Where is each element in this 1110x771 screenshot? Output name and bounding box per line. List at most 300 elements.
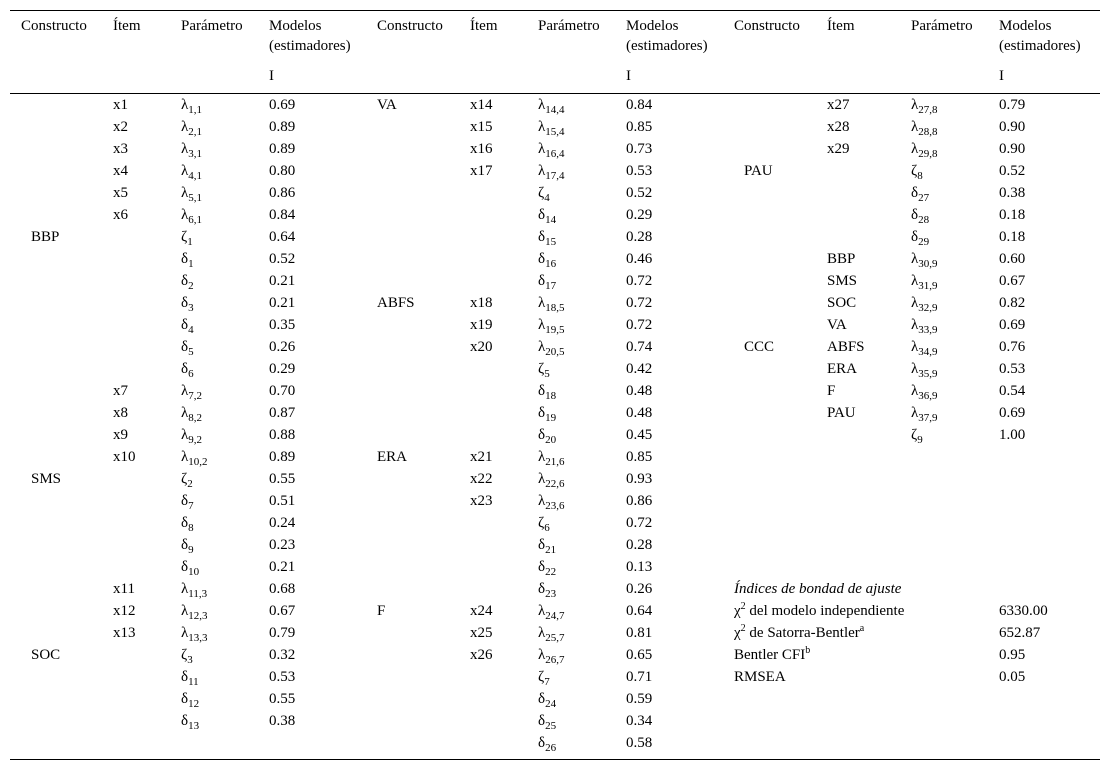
fit-index-label (734, 601, 905, 620)
estimate-value: 0.74 (626, 339, 653, 355)
header-item: Ítem (470, 18, 498, 34)
parameter-index: 18 (545, 390, 557, 402)
estimate-value: 0.85 (626, 119, 653, 135)
estimate-value: 0.55 (269, 691, 296, 707)
parameter (181, 362, 194, 378)
fit-index-value: 0.95 (999, 647, 1026, 663)
parameter-symbol: λ (181, 207, 189, 223)
parameter-index: 4 (544, 192, 550, 204)
parameter-symbol: δ (538, 207, 546, 223)
item-label: x27 (827, 97, 850, 113)
estimate-value: 0.54 (999, 383, 1026, 399)
header-constructo: Constructo (377, 18, 443, 34)
parameter-index: 2 (188, 280, 194, 292)
parameter-symbol: δ (181, 515, 189, 531)
estimate-value: 0.52 (999, 163, 1026, 179)
estimate-value: 0.79 (269, 625, 296, 641)
estimate-value: 0.51 (269, 493, 296, 509)
parameter-symbol: δ (911, 185, 919, 201)
parameter-index: 14,4 (545, 104, 565, 116)
parameter-symbol: δ (538, 713, 546, 729)
parameter (181, 252, 194, 268)
header-rule (10, 93, 1100, 94)
estimate-value: 0.69 (999, 405, 1026, 421)
estimate-value: 0.93 (626, 471, 653, 487)
estimate-value: 0.67 (269, 603, 296, 619)
estimate-value: 0.71 (626, 669, 653, 685)
parameter (911, 274, 938, 290)
construct-label: ABFS (377, 295, 415, 311)
parameter-symbol: λ (911, 251, 919, 267)
parameter (181, 428, 202, 444)
estimate-value: 0.84 (269, 207, 296, 223)
parameter-index: 12,3 (188, 610, 208, 622)
parameter-symbol: δ (181, 493, 189, 509)
estimate-value: 0.38 (999, 185, 1026, 201)
estimate-value: 0.35 (269, 317, 296, 333)
item-label: x2 (113, 119, 128, 135)
parameter (538, 428, 556, 444)
estimate-value: 0.69 (269, 97, 296, 113)
parameter-symbol: λ (538, 97, 546, 113)
estimate-value: 0.89 (269, 119, 296, 135)
estimate-value: 0.21 (269, 273, 296, 289)
parameter (181, 626, 208, 642)
item-label: x29 (827, 141, 850, 157)
parameter-symbol: λ (538, 647, 546, 663)
parameter-index: 6,1 (188, 214, 203, 226)
parameter-symbol: ζ (911, 427, 918, 443)
estimate-value: 0.48 (626, 405, 653, 421)
parameter (181, 472, 193, 488)
parameter (911, 230, 929, 246)
parameter-symbol: δ (181, 361, 189, 377)
estimate-value: 0.42 (626, 361, 653, 377)
parameter-index: 22 (545, 566, 557, 578)
fit-index-label (734, 623, 865, 642)
parameter-symbol: λ (911, 97, 919, 113)
item-label: x7 (113, 383, 128, 399)
parameter-symbol: ζ (538, 515, 545, 531)
parameter-index: 28,8 (918, 126, 938, 138)
parameter-index: 33,9 (918, 324, 938, 336)
parameter-index: 20 (545, 434, 557, 446)
parameter (181, 384, 202, 400)
estimate-value: 0.52 (626, 185, 653, 201)
item-label: x22 (470, 471, 493, 487)
parameter-symbol: λ (911, 317, 919, 333)
parameter-symbol: λ (181, 141, 189, 157)
parameter-index: 3 (187, 654, 193, 666)
parameter (911, 252, 938, 268)
parameter-symbol: λ (181, 449, 189, 465)
parameter-index: 25,7 (545, 632, 565, 644)
header-model-id: I (626, 68, 631, 84)
parameter-symbol: δ (538, 691, 546, 707)
construct-label: VA (377, 97, 397, 113)
parameter (181, 318, 194, 334)
estimate-value: 0.28 (626, 229, 653, 245)
estimate-value: 0.18 (999, 207, 1026, 223)
parameter-index: 10 (188, 566, 200, 578)
parameter-index: 9,2 (188, 434, 203, 446)
estimate-value: 0.73 (626, 141, 653, 157)
parameter (181, 560, 199, 576)
parameter-symbol: ζ (181, 229, 188, 245)
header-constructo: Constructo (734, 18, 800, 34)
header-model-id: I (269, 68, 274, 84)
fit-text: Bentler CFI (734, 647, 806, 663)
parameter-index: 8 (188, 522, 194, 534)
parameter-index: 4,1 (188, 170, 203, 182)
parameter-index: 36,9 (918, 390, 938, 402)
item-label: SOC (827, 295, 857, 311)
parameter (538, 296, 565, 312)
parameter-index: 12 (188, 698, 200, 710)
parameter-symbol: λ (538, 449, 546, 465)
parameter-index: 6 (544, 522, 550, 534)
parameter (181, 450, 208, 466)
item-label: PAU (827, 405, 856, 421)
parameter-index: 11 (188, 676, 199, 688)
parameter (538, 340, 565, 356)
parameter-symbol: δ (911, 229, 919, 245)
estimate-value: 0.67 (999, 273, 1026, 289)
parameter-index: 9 (188, 544, 194, 556)
header-estimadores: (estimadores) (269, 38, 351, 54)
parameter (538, 142, 565, 158)
estimate-value: 0.29 (626, 207, 653, 223)
parameter (181, 274, 194, 290)
parameter-index: 4 (188, 324, 194, 336)
construct-label: SOC (31, 647, 61, 663)
parameter-index: 24,7 (545, 610, 565, 622)
fit-index-value: 0.05 (999, 669, 1026, 685)
header-parametro: Parámetro (538, 18, 600, 34)
fit-index-label (734, 670, 786, 685)
header-modelos: Modelos (626, 18, 679, 34)
estimate-value: 0.76 (999, 339, 1026, 355)
item-label: x1 (113, 97, 128, 113)
item-label: ERA (827, 361, 857, 377)
parameter-symbol: δ (538, 251, 546, 267)
parameter (538, 626, 565, 642)
parameter-symbol: δ (538, 273, 546, 289)
parameter-index: 28 (918, 214, 930, 226)
parameter (538, 208, 556, 224)
parameter-index: 5,1 (188, 192, 203, 204)
parameter (538, 516, 550, 532)
estimate-value: 0.64 (626, 603, 653, 619)
estimate-value: 0.38 (269, 713, 296, 729)
parameter-index: 1 (187, 236, 193, 248)
parameter (181, 670, 199, 686)
parameter-symbol: λ (181, 97, 189, 113)
parameter-index: 19,5 (545, 324, 565, 336)
fit-text: de Satorra-Bentler (745, 625, 860, 641)
estimate-value: 0.48 (626, 383, 653, 399)
parameter-index: 1,1 (188, 104, 203, 116)
parameter (181, 494, 194, 510)
header-estimadores: (estimadores) (999, 38, 1081, 54)
parameter (181, 714, 199, 730)
parameter (538, 582, 556, 598)
parameter-index: 7 (188, 500, 194, 512)
fit-sup1: 2 (740, 623, 746, 634)
parameter-symbol: λ (538, 625, 546, 641)
header-model-id: I (999, 68, 1004, 84)
parameter-symbol: δ (181, 713, 189, 729)
parameter (181, 142, 202, 158)
parameter (181, 230, 193, 246)
parameter-index: 16 (545, 258, 557, 270)
parameter (911, 428, 923, 444)
parameter-symbol: λ (538, 603, 546, 619)
estimate-value: 0.53 (269, 669, 296, 685)
parameter-index: 30,9 (918, 258, 938, 270)
parameter-index: 1 (188, 258, 194, 270)
item-label: x23 (470, 493, 493, 509)
parameter (911, 186, 929, 202)
parameter (911, 120, 938, 136)
parameter-symbol: λ (911, 273, 919, 289)
parameter (538, 450, 565, 466)
parameter-symbol: λ (538, 339, 546, 355)
parameter-symbol: δ (181, 339, 189, 355)
parameter-symbol: λ (538, 493, 546, 509)
estimate-value: 0.65 (626, 647, 653, 663)
parameter (911, 406, 938, 422)
parameter (181, 120, 202, 136)
item-label: x18 (470, 295, 493, 311)
parameter (181, 208, 202, 224)
parameter-symbol: ζ (538, 361, 545, 377)
estimate-value: 0.80 (269, 163, 296, 179)
parameter (181, 582, 207, 598)
item-label: x24 (470, 603, 493, 619)
estimate-value: 0.58 (626, 735, 653, 751)
construct-label: ERA (377, 449, 407, 465)
header-parametro: Parámetro (911, 18, 973, 34)
estimate-value: 0.86 (269, 185, 296, 201)
parameter (538, 604, 565, 620)
parameter-index: 35,9 (918, 368, 938, 380)
parameter-symbol: λ (538, 141, 546, 157)
parameter (911, 142, 938, 158)
parameter-symbol: ζ (538, 185, 545, 201)
estimate-value: 0.64 (269, 229, 296, 245)
parameter (911, 208, 929, 224)
parameter-index: 8 (917, 170, 923, 182)
parameter (538, 406, 556, 422)
header-estimadores: (estimadores) (626, 38, 708, 54)
header-modelos: Modelos (269, 18, 322, 34)
construct-label: F (377, 603, 386, 619)
parameter-symbol: δ (181, 251, 189, 267)
header-item: Ítem (113, 18, 141, 34)
item-label: x14 (470, 97, 493, 113)
item-label: x19 (470, 317, 493, 333)
parameter (181, 516, 194, 532)
parameter-symbol: λ (911, 141, 919, 157)
parameter-index: 2 (187, 478, 193, 490)
item-label: BBP (827, 251, 856, 267)
parameter-index: 29,8 (918, 148, 938, 160)
estimate-value: 0.90 (999, 141, 1026, 157)
parameter-symbol: λ (538, 163, 546, 179)
parameter-index: 9 (917, 434, 923, 446)
parameter-symbol: ζ (911, 163, 918, 179)
parameter-index: 7 (544, 676, 550, 688)
estimate-value: 0.85 (626, 449, 653, 465)
item-label: x28 (827, 119, 850, 135)
item-label: x13 (113, 625, 136, 641)
parameter (538, 98, 565, 114)
item-label: x3 (113, 141, 128, 157)
parameter-index: 3 (188, 302, 194, 314)
parameter-symbol: δ (181, 317, 189, 333)
fit-sym: χ (734, 603, 741, 619)
parameter-symbol: δ (181, 537, 189, 553)
construct-label: BBP (31, 229, 60, 245)
estimate-value: 0.72 (626, 295, 653, 311)
estimate-value: 0.18 (999, 229, 1026, 245)
parameter-index: 16,4 (545, 148, 565, 160)
header-modelos: Modelos (999, 18, 1052, 34)
parameter-index: 32,9 (918, 302, 938, 314)
parameter-index: 7,2 (188, 390, 203, 402)
estimate-value: 0.72 (626, 273, 653, 289)
estimate-value: 0.21 (269, 295, 296, 311)
parameter-symbol: δ (181, 559, 189, 575)
parameter (181, 186, 202, 202)
item-label: x26 (470, 647, 493, 663)
item-label: x21 (470, 449, 493, 465)
parameter-index: 22,6 (545, 478, 565, 490)
item-label: x8 (113, 405, 128, 421)
parameter-symbol: ζ (181, 647, 188, 663)
parameter-symbol: λ (181, 185, 189, 201)
parameter-index: 24 (545, 698, 557, 710)
parameter-index: 31,9 (918, 280, 938, 292)
parameter-index: 37,9 (918, 412, 938, 424)
estimate-value: 0.26 (626, 581, 653, 597)
estimate-value: 0.81 (626, 625, 653, 641)
parameter (538, 472, 565, 488)
parameter-index: 27 (918, 192, 930, 204)
parameter-index: 5 (544, 368, 550, 380)
fit-index-label (734, 645, 811, 664)
parameter (911, 340, 938, 356)
parameter-index: 17,4 (545, 170, 565, 182)
estimate-value: 0.26 (269, 339, 296, 355)
item-label: F (827, 383, 836, 399)
parameter (538, 384, 556, 400)
parameter-symbol: λ (181, 405, 189, 421)
parameter-index: 14 (545, 214, 557, 226)
parameter-index: 13,3 (188, 632, 208, 644)
parameter-symbol: δ (181, 669, 189, 685)
estimate-value: 0.87 (269, 405, 296, 421)
fit-title: Índices de bondad de ajuste (734, 581, 902, 597)
parameter-index: 15,4 (545, 126, 565, 138)
bottom-rule (10, 759, 1100, 760)
header-item: Ítem (827, 18, 855, 34)
parameter-index: 25 (545, 720, 557, 732)
parameter-symbol: δ (181, 273, 189, 289)
item-label: SMS (827, 273, 858, 289)
header-parametro: Parámetro (181, 18, 243, 34)
estimate-value: 0.69 (999, 317, 1026, 333)
estimate-value: 0.82 (999, 295, 1026, 311)
estimate-value: 0.21 (269, 559, 296, 575)
estimate-value: 0.89 (269, 449, 296, 465)
parameter-index: 23,6 (545, 500, 565, 512)
parameter-symbol: δ (538, 735, 546, 751)
parameter-index: 23 (545, 588, 557, 600)
parameter-symbol: λ (181, 625, 189, 641)
parameter (181, 340, 194, 356)
parameter (538, 560, 556, 576)
parameter (181, 604, 208, 620)
parameter (538, 186, 550, 202)
fit-text: RMSEA (734, 669, 786, 685)
parameter-index: 29 (918, 236, 930, 248)
parameter (538, 494, 565, 510)
parameter-symbol: δ (911, 207, 919, 223)
parameter-symbol: λ (538, 471, 546, 487)
parameter (181, 538, 194, 554)
parameter-symbol: λ (181, 427, 189, 443)
parameter-symbol: λ (538, 295, 546, 311)
estimate-value: 0.79 (999, 97, 1026, 113)
parameter-index: 11,3 (188, 588, 208, 600)
item-label: x9 (113, 427, 128, 443)
parameter-symbol: ζ (181, 471, 188, 487)
item-label: x20 (470, 339, 493, 355)
item-label: VA (827, 317, 847, 333)
header-constructo: Constructo (21, 18, 87, 34)
estimate-value: 0.55 (269, 471, 296, 487)
parameter (538, 274, 556, 290)
fit-index-value: 652.87 (999, 625, 1041, 641)
estimate-value: 0.90 (999, 119, 1026, 135)
construct-label: PAU (744, 163, 773, 179)
estimate-value: 0.32 (269, 647, 296, 663)
parameter-symbol: λ (911, 119, 919, 135)
parameter (181, 406, 202, 422)
parameter-symbol: δ (538, 559, 546, 575)
estimate-value: 0.13 (626, 559, 653, 575)
parameter-index: 27,8 (918, 104, 938, 116)
results-table (10, 0, 1100, 771)
estimate-value: 0.53 (626, 163, 653, 179)
estimate-value: 0.72 (626, 317, 653, 333)
parameter (538, 538, 556, 554)
parameter-index: 8,2 (188, 412, 203, 424)
fit-sup2: b (805, 645, 811, 656)
parameter-index: 26 (545, 742, 557, 754)
parameter (911, 384, 938, 400)
parameter-index: 18,5 (545, 302, 565, 314)
parameter (538, 164, 565, 180)
parameter-symbol: ζ (538, 669, 545, 685)
estimate-value: 0.72 (626, 515, 653, 531)
construct-label: SMS (31, 471, 62, 487)
estimate-value: 0.60 (999, 251, 1026, 267)
parameter-index: 10,2 (188, 456, 208, 468)
parameter (181, 648, 193, 664)
